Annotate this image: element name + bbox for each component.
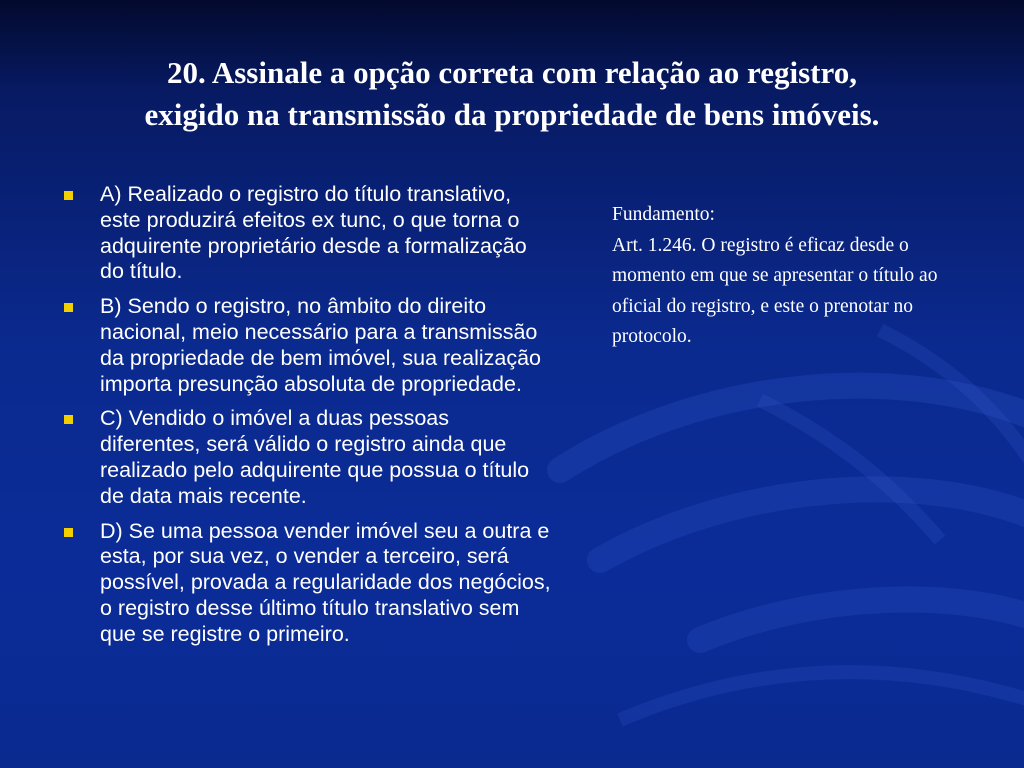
title-line-2: exigido na transmissão da propriedade de bens imóveis. xyxy=(144,97,880,132)
square-bullet-icon xyxy=(64,528,73,537)
option-d xyxy=(62,519,552,648)
option-a xyxy=(62,182,552,285)
note-text: Art. 1.246. O registro é eficaz desde o momento em que se apresentar o título ao oficial do registro, e este o prenotar no protocolo. xyxy=(612,234,938,347)
slide-title xyxy=(60,52,964,136)
square-bullet-icon xyxy=(64,191,73,200)
title-line-1: 20. Assinale a opção correta com relação ao registro, xyxy=(167,55,857,90)
note-heading: Fundamento: xyxy=(612,204,715,225)
legal-basis-note xyxy=(612,200,984,353)
answer-options-list xyxy=(62,182,552,657)
square-bullet-icon xyxy=(64,303,73,312)
option-b-text: B) Sendo o registro, no âmbito do direito nacional, meio necessário para a transmissão da propriedade de bem imóvel, sua realização importa presunção absoluta de propriedade. xyxy=(100,294,542,396)
square-bullet-icon xyxy=(64,415,73,424)
option-c-text: C) Vendido o imóvel a duas pessoas diferentes, será válido o registro ainda que realizado pelo adquirente que possua o título de data mais recente. xyxy=(100,406,530,508)
option-c xyxy=(62,406,552,509)
option-b xyxy=(62,294,552,397)
option-a-text: A) Realizado o registro do título translativo, este produzirá efeitos ex tunc, o que torna o adquirente proprietário desde a formalização do título. xyxy=(100,182,527,284)
option-d-text: D) Se uma pessoa vender imóvel seu a outra e esta, por sua vez, o vender a terceiro, será possível, provada a regularidade dos negócios, o registro desse último título translativo sem que se registre o primeiro. xyxy=(100,518,551,646)
